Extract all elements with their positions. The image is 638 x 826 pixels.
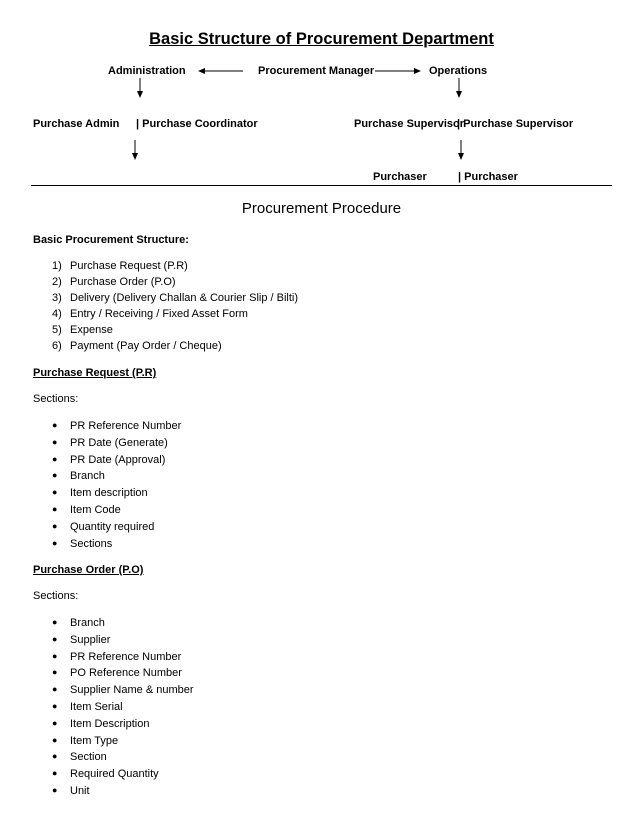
document-title: Basic Structure of Procurement Department bbox=[149, 30, 494, 48]
bullet-icon: ● bbox=[52, 684, 58, 695]
list-item-text: Required Quantity bbox=[70, 768, 159, 781]
bullet-icon: ● bbox=[52, 436, 58, 447]
bullet-icon: ● bbox=[52, 617, 58, 627]
list-item-text: Sections bbox=[70, 537, 113, 550]
bullet-icon: ● bbox=[52, 734, 58, 745]
org-operations: Operations bbox=[429, 65, 488, 77]
bullet-icon: ● bbox=[52, 701, 58, 711]
list-item-text: Expense bbox=[70, 324, 113, 336]
list-item bbox=[52, 487, 148, 499]
list-item bbox=[52, 768, 159, 780]
list-item bbox=[52, 504, 121, 516]
list-item-text: Payment (Pay Order / Cheque) bbox=[70, 340, 222, 352]
list-item-text: PR Reference Number bbox=[70, 650, 182, 663]
list-item bbox=[52, 735, 118, 747]
org-purchase-supervisor: Purchase Supervisor bbox=[354, 118, 465, 130]
bullet-icon: ● bbox=[52, 768, 58, 779]
bullet-icon: ● bbox=[52, 717, 58, 728]
list-item bbox=[52, 785, 90, 797]
po-heading: Purchase Order (P.O) bbox=[33, 564, 144, 576]
bullet-icon: ● bbox=[52, 504, 58, 514]
list-item-text: Item description bbox=[70, 487, 148, 500]
list-item bbox=[52, 454, 165, 466]
list-item-text: Supplier Name & number bbox=[70, 684, 194, 697]
list-item-text: Quantity required bbox=[70, 520, 155, 533]
list-item bbox=[52, 521, 154, 533]
bullet-icon: ● bbox=[52, 470, 58, 481]
list-item-text: PR Date (Approval) bbox=[70, 453, 166, 466]
basic-structure-label: Basic Procurement Structure: bbox=[33, 234, 189, 246]
list-item bbox=[52, 751, 107, 763]
bullet-icon: ● bbox=[52, 420, 58, 430]
list-item bbox=[52, 617, 105, 629]
org-purchaser: | Purchaser bbox=[458, 171, 518, 183]
list-item bbox=[52, 292, 298, 304]
bullet-icon: ● bbox=[52, 487, 58, 498]
bullet-icon: ● bbox=[52, 453, 58, 464]
arrow-down-icon bbox=[454, 78, 464, 98]
list-item-text: Section bbox=[70, 751, 107, 764]
po-sections-label: Sections: bbox=[33, 590, 79, 602]
list-item bbox=[52, 260, 188, 272]
list-item bbox=[52, 684, 194, 696]
list-item-text: PR Reference Number bbox=[70, 420, 182, 432]
arrow-right-icon bbox=[375, 66, 421, 76]
list-item bbox=[52, 340, 222, 352]
bullet-icon: ● bbox=[52, 537, 58, 548]
list-item-text: PR Date (Generate) bbox=[70, 436, 168, 449]
list-item bbox=[52, 538, 112, 550]
list-item-text: Item Type bbox=[70, 734, 119, 747]
list-item-number: 1) bbox=[52, 260, 62, 272]
list-item-text: Supplier bbox=[70, 633, 111, 646]
org-procurement-manager: Procurement Manager bbox=[258, 65, 375, 77]
arrow-left-icon bbox=[198, 66, 244, 76]
pr-sections-label: Sections: bbox=[33, 393, 79, 405]
org-purchase-supervisor: | Purchase Supervisor bbox=[457, 118, 574, 130]
arrow-down-icon bbox=[135, 78, 145, 98]
list-item-number: 2) bbox=[52, 276, 62, 288]
list-item bbox=[52, 718, 149, 730]
bullet-icon: ● bbox=[52, 633, 58, 644]
list-item-text: Branch bbox=[70, 470, 105, 483]
list-item-text: Item Description bbox=[70, 717, 150, 730]
list-item bbox=[52, 634, 110, 646]
bullet-icon: ● bbox=[52, 520, 58, 531]
list-item bbox=[52, 324, 113, 336]
list-item-text: Purchase Order (P.O) bbox=[70, 276, 176, 288]
list-item bbox=[52, 437, 168, 449]
list-item-text: PO Reference Number bbox=[70, 667, 182, 680]
list-item-text: Delivery (Delivery Challan & Courier Slip / Bilti) bbox=[70, 292, 299, 304]
list-item bbox=[52, 420, 181, 432]
list-item bbox=[52, 667, 182, 679]
list-item bbox=[52, 308, 248, 320]
list-item-text: Item Serial bbox=[70, 701, 123, 713]
procedure-heading: Procurement Procedure bbox=[241, 200, 402, 217]
list-item bbox=[52, 470, 105, 482]
list-item-number: 3) bbox=[52, 292, 62, 304]
arrow-down-icon bbox=[130, 140, 140, 160]
list-item-number: 4) bbox=[52, 308, 62, 320]
divider bbox=[31, 185, 612, 186]
bullet-icon: ● bbox=[52, 785, 58, 795]
bullet-icon: ● bbox=[52, 650, 58, 661]
org-purchase-coordinator: | Purchase Coordinator bbox=[136, 118, 258, 130]
list-item-text: Item Code bbox=[70, 504, 121, 516]
bullet-icon: ● bbox=[52, 751, 58, 762]
list-item-number: 6) bbox=[52, 340, 62, 352]
list-item bbox=[52, 651, 181, 663]
org-administration: Administration bbox=[108, 65, 186, 77]
list-item bbox=[52, 701, 123, 713]
org-purchase-admin: Purchase Admin bbox=[33, 118, 120, 130]
list-item-text: Purchase Request (P.R) bbox=[70, 260, 188, 272]
list-item-text: Branch bbox=[70, 617, 105, 629]
arrow-down-icon bbox=[456, 140, 466, 160]
list-item-text: Entry / Receiving / Fixed Asset Form bbox=[70, 308, 248, 320]
list-item-text: Unit bbox=[70, 785, 90, 797]
org-purchaser: Purchaser bbox=[373, 171, 427, 183]
pr-heading: Purchase Request (P.R) bbox=[33, 367, 157, 379]
list-item bbox=[52, 276, 176, 288]
list-item-number: 5) bbox=[52, 324, 62, 336]
bullet-icon: ● bbox=[52, 667, 58, 678]
